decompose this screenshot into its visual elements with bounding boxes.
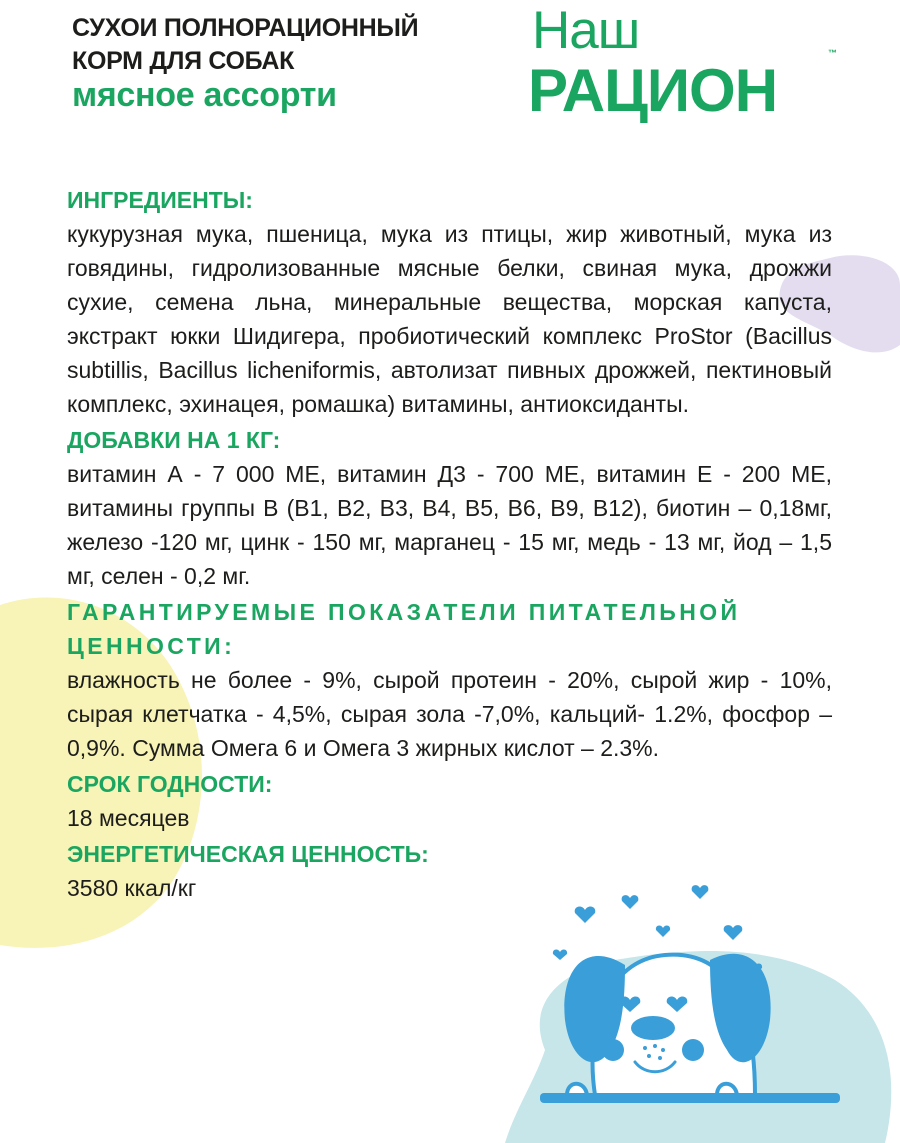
table-edge — [540, 1093, 840, 1103]
heart-icon — [553, 950, 567, 960]
energy-title: ЭНЕРГЕТИЧЕСКАЯ ЦЕННОСТЬ: — [67, 841, 429, 867]
trademark-symbol: ™ — [828, 48, 837, 58]
shelf-life-text: 18 месяцев — [67, 805, 190, 831]
nutrition-text: влажность не более - 9%, сырой протеин - 20%, сырой жир - 10%, сырая клетчатка - 4,5%, сырая зола -7,0%, кальций- 1.2%, фосфор – 0,9%. Сумма Омега 6 и Омега 3 жирных кислот – 2.3%. — [67, 667, 832, 761]
nutrition-title: ГАРАНТИРУЕМЫЕ ПОКАЗАТЕЛИ ПИТАТЕЛЬНОЙ ЦЕННОСТИ: — [67, 599, 741, 659]
energy-text: 3580 ккал/кг — [67, 875, 197, 901]
heart-icon — [724, 925, 743, 940]
ingredients-title: ИНГРЕДИЕНТЫ: — [67, 187, 253, 213]
product-type-line-1: СУХОИ ПОЛНОРАЦИОННЫЙ — [72, 14, 419, 42]
shelf-life-title: СРОК ГОДНОСТИ: — [67, 771, 273, 797]
heart-icon — [656, 926, 670, 937]
product-flavor: мясное ассорти — [72, 76, 337, 114]
logo-word-bottom: РАЦИОН — [528, 57, 778, 124]
additives-text: витамин А - 7 000 МЕ, витамин Д3 - 700 МЕ, витамин Е - 200 МЕ, витамины группы В (В1, В2, В3, В4, В5, В6, В9, В12), биотин – 0,18мг, железо -120 мг, цинк - 150 мг, марганец - 15 мг, медь - 13 мг, йод – 1,5 мг, селен - 0,2 мг. — [67, 461, 832, 589]
product-info — [67, 183, 832, 907]
heart-icon — [622, 895, 639, 909]
dog-illustration — [505, 880, 900, 1143]
logo-word-top: Наш — [532, 1, 640, 60]
heart-icon — [575, 906, 596, 923]
heart-icon — [692, 885, 709, 899]
product-type-line-2: КОРМ ДЛЯ СОБАК — [72, 47, 295, 75]
ingredients-text: кукурузная мука, пшеница, мука из птицы, жир животный, мука из говядины, гидролизованные мясные белки, свиная мука, дрожжи сухие, семена льна, минеральные вещества, морская капуста, экстракт юкки Шидигера, пробиотический комплекс ProStor (Bacillus subtillis, Bacillus licheniformis, автолизат пивных дрожжей, пектиновый комплекс, эхинацея, ромашка) витамины, антиоксиданты. — [67, 221, 832, 417]
dog-nose — [631, 1016, 675, 1040]
additives-title: ДОБАВКИ НА 1 КГ: — [67, 427, 281, 453]
